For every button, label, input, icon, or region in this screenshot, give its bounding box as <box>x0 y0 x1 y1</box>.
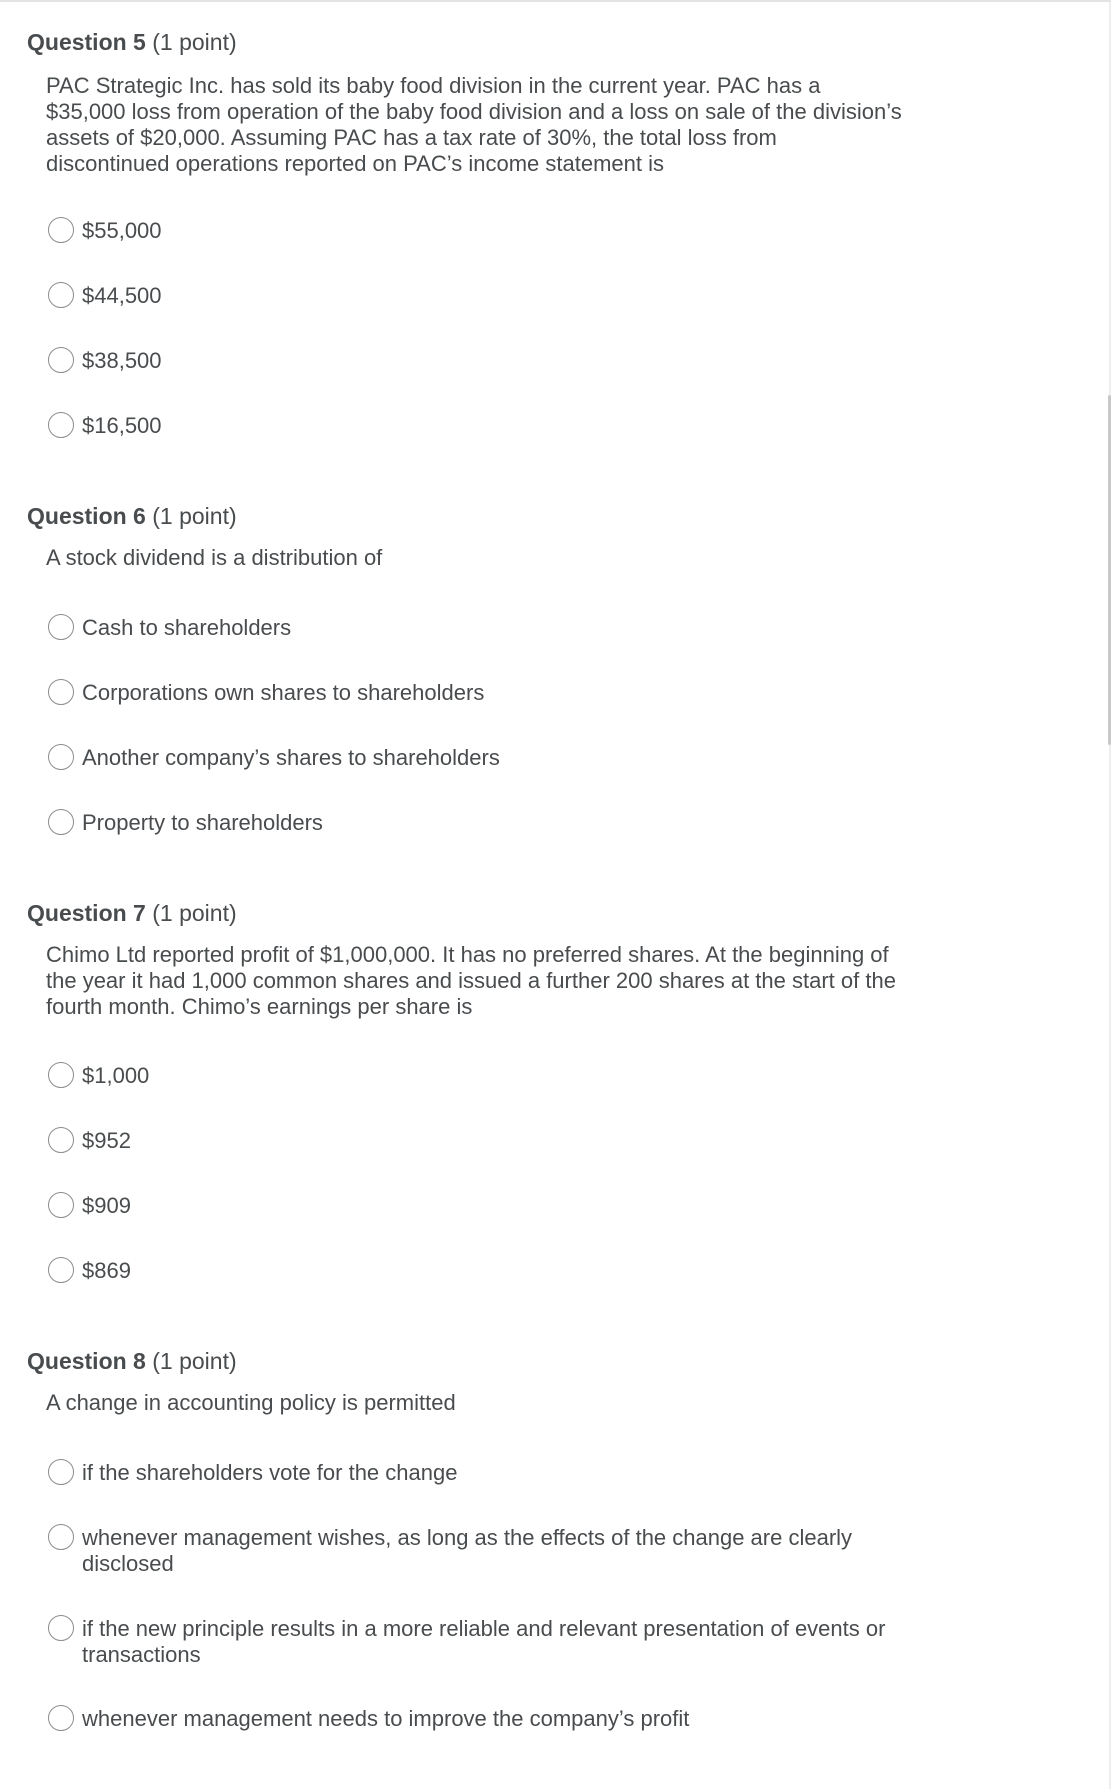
question-6-header <box>27 503 927 529</box>
radio-button[interactable] <box>48 744 74 770</box>
choice-q8-1[interactable] <box>48 1460 928 1486</box>
question-points: (1 point) <box>152 900 237 926</box>
radio-button[interactable] <box>48 1705 74 1731</box>
choice-q6-2[interactable] <box>48 680 928 706</box>
question-5-header <box>27 29 927 55</box>
choice-label[interactable]: Corporations own shares to shareholders <box>82 680 485 705</box>
question-8-header <box>27 1348 927 1374</box>
choice-q5-2[interactable] <box>48 283 928 309</box>
choice-q8-2[interactable] <box>48 1525 928 1577</box>
question-7-header <box>27 900 927 926</box>
question-points: (1 point) <box>152 1348 237 1374</box>
radio-button[interactable] <box>48 1257 74 1283</box>
question-text: Chimo Ltd reported profit of $1,000,000. It has no preferred shares. At the beginning of the year it had 1,000 common shares and issued a further 200 shares at the start of the fourth month. Chimo’s earnings per share is <box>46 942 896 1019</box>
question-points: (1 point) <box>152 29 237 55</box>
choice-label[interactable]: whenever management needs to improve the company’s profit <box>82 1706 690 1731</box>
question-text: A stock dividend is a distribution of <box>46 545 383 570</box>
choice-label[interactable]: $44,500 <box>82 283 162 308</box>
choice-q7-3[interactable] <box>48 1193 928 1219</box>
question-label: Question 6 <box>27 503 146 529</box>
question-label: Question 8 <box>27 1348 146 1374</box>
question-7 <box>27 900 927 1283</box>
choice-label[interactable]: $869 <box>82 1258 131 1283</box>
question-text: A change in accounting policy is permitted <box>46 1390 456 1415</box>
choice-label[interactable]: Another company’s shares to shareholders <box>82 745 500 770</box>
choice-label[interactable]: Cash to shareholders <box>82 615 292 640</box>
choice-q5-1[interactable] <box>48 218 928 244</box>
radio-button[interactable] <box>48 412 74 438</box>
radio-button[interactable] <box>48 1192 74 1218</box>
radio-button[interactable] <box>48 217 74 243</box>
radio-button[interactable] <box>48 282 74 308</box>
question-8 <box>27 1348 927 1748</box>
choice-label[interactable]: $55,000 <box>82 218 162 243</box>
choice-label[interactable]: $909 <box>82 1193 131 1218</box>
question-5 <box>27 29 927 449</box>
choice-label[interactable]: whenever management wishes, as long as the effects of the change are clearly disclosed <box>82 1525 853 1576</box>
choice-q8-4[interactable] <box>48 1706 928 1732</box>
choice-label[interactable]: Property to shareholders <box>82 810 323 835</box>
radio-button[interactable] <box>48 614 74 640</box>
choice-q7-4[interactable] <box>48 1258 928 1284</box>
question-text: PAC Strategic Inc. has sold its baby food division in the current year. PAC has a $35,000 loss from operation of the baby food division and a loss on sale of the division’s assets of $20,000. Assuming PAC has a tax rate of 30%, the total loss from discontinued operations reported on PAC’s income statement is <box>46 73 902 176</box>
radio-button[interactable] <box>48 1459 74 1485</box>
radio-button[interactable] <box>48 809 74 835</box>
question-label: Question 5 <box>27 29 146 55</box>
top-border <box>0 0 1111 2</box>
choice-label[interactable]: $952 <box>82 1128 131 1153</box>
choice-q6-1[interactable] <box>48 615 928 641</box>
choice-q7-1[interactable] <box>48 1063 928 1089</box>
radio-button[interactable] <box>48 679 74 705</box>
question-label: Question 7 <box>27 900 146 926</box>
choice-q6-3[interactable] <box>48 745 928 771</box>
radio-button[interactable] <box>48 1062 74 1088</box>
question-points: (1 point) <box>152 503 237 529</box>
choice-label[interactable]: if the shareholders vote for the change <box>82 1460 458 1485</box>
radio-button[interactable] <box>48 1127 74 1153</box>
choice-q6-4[interactable] <box>48 810 928 836</box>
radio-button[interactable] <box>48 347 74 373</box>
radio-button[interactable] <box>48 1524 74 1550</box>
choice-q5-3[interactable] <box>48 348 928 374</box>
choice-label[interactable]: if the new principle results in a more reliable and relevant presentation of events or transactions <box>82 1616 886 1667</box>
radio-button[interactable] <box>48 1615 74 1641</box>
choice-label[interactable]: $1,000 <box>82 1063 150 1088</box>
choice-label[interactable]: $16,500 <box>82 413 162 438</box>
question-6 <box>27 503 927 843</box>
choice-q7-2[interactable] <box>48 1128 928 1154</box>
choice-q8-3[interactable] <box>48 1616 928 1668</box>
choice-label[interactable]: $38,500 <box>82 348 162 373</box>
choice-q5-4[interactable] <box>48 413 928 439</box>
